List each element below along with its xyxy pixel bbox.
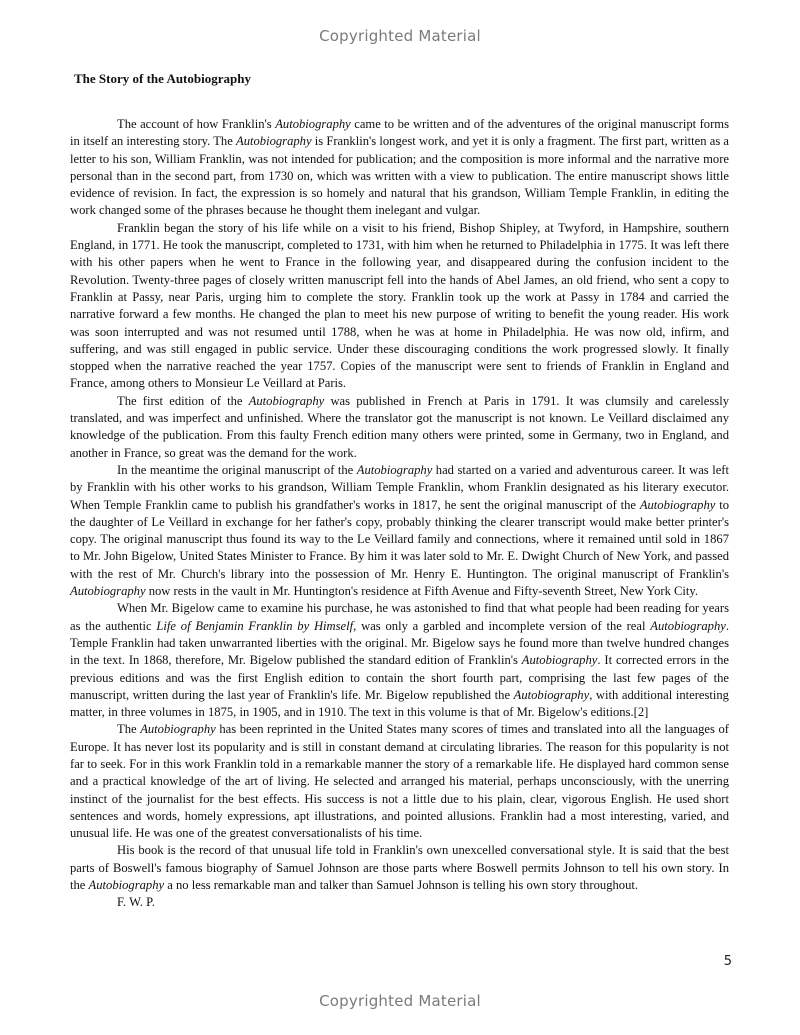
paragraph [70,721,729,842]
italic-title: Autobiography [70,584,146,599]
italic-title: Autobiography [639,497,716,512]
text-run: In the meantime the original manuscript of the [117,462,357,477]
italic-title: Autobiography [275,117,351,131]
text-run: . Temple Franklin had taken unwarranted liberties with the original. Mr. Bigelow says he found more than twelve hundred changes in the text. In 1868, therefore, Mr. Bigelow published the standard edition of Franklin's [70,618,729,668]
italic-title: Autobiography [140,722,216,737]
text-run: is Franklin's longest work, and yet it is only a fragment. The first part, written as a letter to his son, William Franklin, was not intended for publication; and the composition is more informal and the narrative more personal than in the second part, from 1730 on, which was written with a view to publication. The entire manuscript shows little evidence of revision. In fact, the expression is so homely and natural that his grandson, William Temple Franklin, in editing the work changed some of the phrases because he thought them inelegant and vulgar. [70,134,729,218]
text-run: When Mr. Bigelow came to examine his purchase, he was astonished to find that what people had been reading for years as the authentic [70,601,729,633]
paragraph [70,462,729,600]
page-number: 5 [723,954,732,969]
text-run: to the daughter of Le Veillard in exchange for her father's copy, probably thinking the clearer transcript would make better printer's copy. The original manuscript thus found its way to the Le Veillard family and connections, where it remained until sold in 1867 to Mr. John Bigelow, United States Minister to France. By him it was later sold to Mr. E. Dwight Church of New York, and passed with the rest of Mr. Church's library into the possession of Mr. Henry E. Huntington. The original manuscript of Franklin's [70,497,729,581]
italic-title: Life of Benjamin Franklin by Himself [156,618,354,633]
text-run: , was only a garbled and incomplete version of the real [353,618,651,633]
text-run: His book is the record of that unusual life told in Franklin's own unexcelled conversational style. It is said that the best parts of Boswell's famous biography of Samuel Johnson are those parts where Boswell permits Johnson to tell his own story. In the [70,843,729,893]
paragraph [70,842,729,894]
text-run: was published in French at Paris in 1791. It was clumsily and carelessly translated, and was imperfect and unfinished. Where the translator got the manuscript is not known. Le Veillard disclaimed any knowledge of the publication. From this faulty French edition many others were printed, some in Germany, two in England, and another in France, so great was the demand for the work. [70,393,729,460]
italic-title: Autobiography [650,618,726,633]
italic-title: Autobiography [236,134,312,149]
text-run: The account of how Franklin's [117,117,276,131]
chapter-title: The Story of the Autobiography [74,71,251,86]
text-run: had started on a varied and adventurous career. It was left by Franklin with his other works to his grandson, William Temple Franklin, whom Franklin designated as his literary executor. When Temple Franklin came to publish his grandfather's works in 1817, he sent the original manuscript of the [70,462,729,512]
italic-title: Autobiography [248,393,325,408]
text-run: came to be written and of the adventures of the original manuscript forms in itself an interesting story. The [70,117,729,149]
text-run: F. W. P. [117,895,155,910]
copyright-watermark-bottom: Copyrighted Material [319,992,481,1010]
italic-title: Autobiography [521,653,598,668]
paragraph [70,116,729,220]
text-run: The [117,722,141,737]
text-run: The first edition of the [117,393,249,408]
italic-title: Autobiography [356,462,433,477]
body-text [70,116,729,912]
paragraph [70,894,729,911]
paragraph [70,600,729,721]
text-run: has been reprinted in the United States many scores of times and translated into all the languages of Europe. It has never lost its popularity and is still in constant demand at circulating libraries. The reason for this popularity is not far to seek. For in this work Franklin told in a remarkable manner the story of a remarkable life. He displayed hard common sense and a practical knowledge of the art of living. He selected and arranged his material, perhaps unconsciously, with the unerring instinct of the journalist for the best effects. His success is not a little due to his plain, clear, vigorous English. He used short sentences and words, homely expressions, apt illustrations, and pointed allusions. Franklin had a most interesting, varied, and unusual life. He was one of the greatest conversationalists of his time. [70,722,729,841]
copyright-watermark-top: Copyrighted Material [319,27,481,45]
text-run: now rests in the vault in Mr. Huntington's residence at Fifth Avenue and Fifty-seventh Street, New York City. [145,584,699,599]
text-run: , with additional interesting matter, in three volumes in 1875, in 1905, and in 1910. The text in this volume is that of Mr. Bigelow's editions.[2] [70,687,729,720]
text-run: a no less remarkable man and talker than Samuel Johnson is telling his own story throughout. [164,878,639,893]
paragraph [70,393,729,462]
italic-title: Autobiography [88,878,165,893]
italic-title: Autobiography [513,687,590,702]
text-run: . It corrected errors in the previous editions and was the first English edition to contain the short fourth part, comprising the last few pages of the manuscript, written during the last year of Franklin's life. Mr. Bigelow republished the [70,653,729,702]
paragraph [70,220,729,393]
text-run: Franklin began the story of his life while on a visit to his friend, Bishop Shipley, at Twyford, in Hampshire, southern England, in 1771. He took the manuscript, completed to 1731, with him when he returned to Philadelphia in 1775. It was left there with his other papers when he went to France in the following year, and disappeared during the confusion incident to the Revolution. Twenty-three pages of closely written manuscript fell into the hands of Abel James, an old friend, who sent a copy to Franklin at Passy, near Paris, urging him to complete the story. Franklin took up the work at Passy in 1784 and carried the narrative forward a few months. He changed the plan to meet his new purpose of writing to benefit the young reader. His work was soon interrupted and was not resumed until 1788, when he was at home in Philadelphia. He was now old, infirm, and suffering, and was still engaged in public service. Under these discouraging conditions the work progressed slowly. It finally stopped when the narrative reached the year 1757. Copies of the manuscript were sent to friends of Franklin in England and France, among others to Monsieur Le Veillard at Paris. [70,220,729,391]
